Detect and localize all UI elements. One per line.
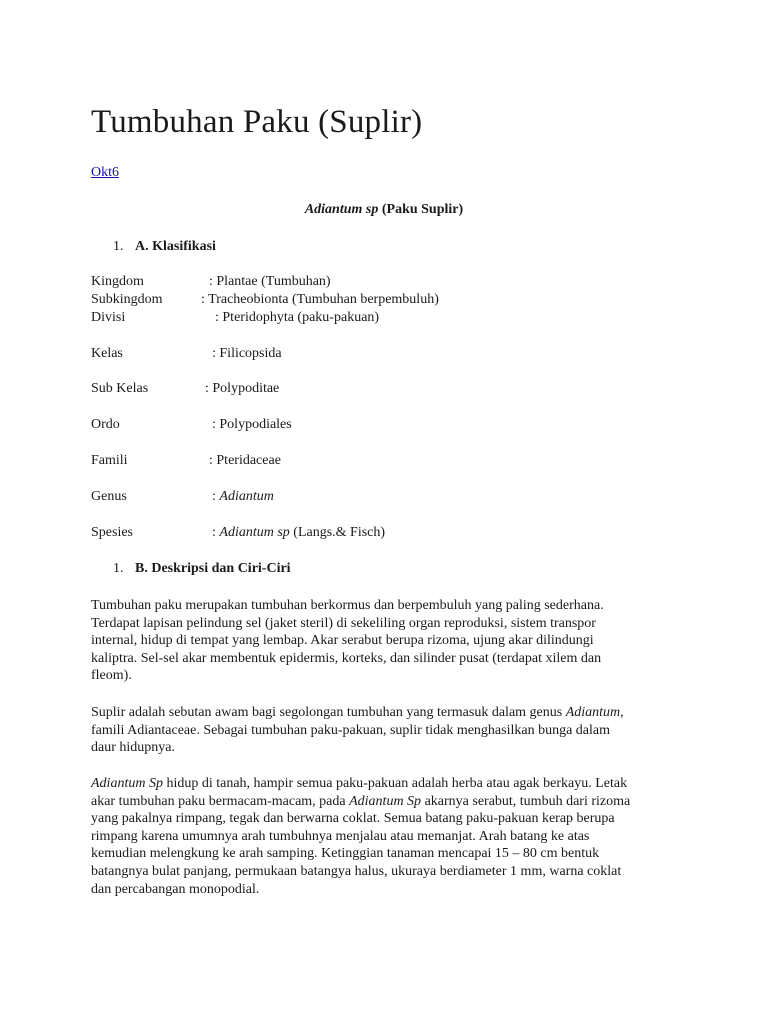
description-paragraph-2	[91, 704, 656, 757]
paragraph-line: Tumbuhan paku merupakan tumbuhan berkormus dan berpembuluh yang paling sederhana.	[91, 598, 604, 613]
classification-key: Kelas	[91, 346, 123, 361]
classification-value: Plantae (Tumbuhan)	[216, 274, 331, 289]
paragraph-line: fleom).	[91, 668, 132, 684]
classification-row	[91, 292, 439, 308]
classification-sep: :	[212, 346, 220, 361]
description-paragraph-3	[91, 775, 656, 898]
species-italic: Adiantum Sp	[349, 793, 422, 809]
genus-italic: Adiantum	[565, 705, 621, 720]
paragraph-line: yang pakalnya rimpang, tegak dan berwarna coklat. Semua batang paku-pakuan kerap berupa	[91, 811, 615, 827]
classification-key: Ordo	[91, 417, 120, 432]
page-title: Tumbuhan Paku (Suplir)	[91, 104, 423, 140]
paragraph-line: Terdapat lapisan pelindung sel (jaket steril) di sekeliling organ reproduksi, sistem transpor	[91, 615, 596, 631]
classification-value: (Langs.& Fisch)	[289, 525, 386, 540]
text-run: akarnya serabut, tumbuh dari rizoma	[421, 793, 631, 809]
caption-rest: (Paku Suplir)	[378, 202, 464, 217]
section-number: 1.	[113, 239, 124, 254]
classification-key: Genus	[91, 489, 127, 504]
classification-key: Sub Kelas	[91, 381, 149, 396]
section-number: 1.	[113, 561, 124, 576]
classification-value: Pteridaceae	[216, 453, 281, 468]
classification-sep: :	[209, 274, 217, 289]
section-label: A. Klasifikasi	[135, 239, 216, 254]
paragraph-line: kaliptra. Sel-sel akar membentuk epidermis, korteks, dan silinder pusat (terdapat xilem dan	[91, 650, 602, 666]
section-heading-b	[113, 561, 291, 577]
classification-sep: :	[212, 525, 220, 540]
text-run: akar tumbuhan paku bermacam-macam, pada	[91, 793, 350, 809]
classification-row	[91, 417, 292, 433]
classification-key: Spesies	[91, 525, 133, 540]
classification-row	[91, 310, 379, 326]
classification-sep: :	[205, 381, 213, 396]
classification-sep: :	[215, 310, 223, 325]
classification-value: Filicopsida	[219, 346, 282, 361]
post-date	[91, 165, 119, 181]
classification-row	[91, 453, 281, 469]
classification-sep: :	[209, 453, 217, 468]
paragraph-line: kemudian melengkung ke arah samping. Ketinggian tanaman mencapai 15 – 80 cm bentuk	[91, 846, 600, 862]
classification-key: Famili	[91, 453, 128, 468]
paragraph-line: internal, hidup di tempat yang lembap. Akar serabut berupa rizoma, ujung akar dilindungi	[91, 633, 594, 649]
description-paragraph-1	[91, 597, 656, 685]
classification-key: Divisi	[91, 310, 126, 325]
paragraph-line	[91, 704, 656, 722]
text-run: hidup di tanah, hampir semua paku-pakuan adalah herba atau agak berkayu. Letak	[162, 776, 628, 791]
paragraph-line: batangnya bulat panjang, permukaan batangya halus, ukuraya berdiameter 1 mm, warna coklat	[91, 863, 622, 879]
classification-value: Polypoditae	[212, 381, 280, 396]
paragraph-line: rimpang karena umumnya arah tumbuhnya menjalau atau memanjat. Arah batang ke atas	[91, 828, 590, 844]
classification-row	[91, 381, 279, 397]
classification-key: Kingdom	[91, 274, 144, 289]
classification-value-italic: Adiantum sp	[219, 525, 290, 540]
paragraph-line: daur hidupnya.	[91, 740, 175, 756]
classification-value: Tracheobionta (Tumbuhan berpembuluh)	[208, 292, 439, 307]
paragraph-line	[91, 775, 656, 793]
species-italic: Adiantum Sp	[91, 776, 163, 791]
text-run: Suplir adalah sebutan awam bagi segolongan tumbuhan yang termasuk dalam genus	[91, 705, 566, 720]
section-label: B. Deskripsi dan Ciri-Ciri	[135, 561, 291, 576]
classification-value-italic: Adiantum	[219, 489, 274, 504]
paragraph-line: famili Adiantaceae. Sebagai tumbuhan paku-pakuan, suplir tidak menghasilkan bunga dalam	[91, 722, 611, 738]
classification-value: Polypodiales	[219, 417, 292, 432]
paragraph-line: dan percabangan monopodial.	[91, 881, 260, 897]
date-link[interactable]: Okt6	[91, 165, 119, 180]
classification-value: Pteridophyta (paku-pakuan)	[222, 310, 380, 325]
classification-row	[91, 346, 282, 362]
caption-italic: Adiantum sp	[304, 202, 379, 217]
classification-sep: :	[212, 417, 220, 432]
classification-row	[91, 489, 274, 505]
paragraph-line	[91, 793, 656, 811]
section-heading-a	[113, 239, 216, 255]
species-caption	[91, 202, 677, 218]
classification-row	[91, 274, 331, 290]
classification-sep: :	[201, 292, 209, 307]
classification-row	[91, 525, 385, 541]
classification-key: Subkingdom	[91, 292, 163, 307]
text-run: ,	[620, 705, 624, 720]
classification-sep: :	[212, 489, 220, 504]
